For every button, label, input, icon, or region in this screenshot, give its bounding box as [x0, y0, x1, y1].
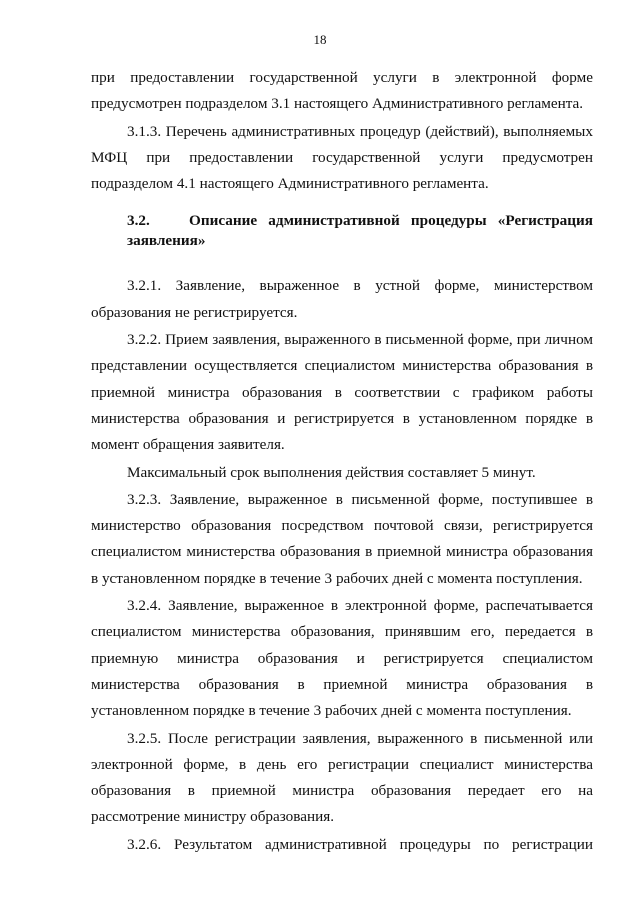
document-body — [91, 65, 593, 858]
paragraph-3-2-4: 3.2.4. Заявление, выраженное в электронной форме, распечатывается специалистом министерства образования, принявшим его, передается в приемную министра образования и регистрируется специалистом министерства образования в приемной министра образования в установленном порядке в течение 3 рабочих дней с момента поступления. — [91, 597, 593, 720]
paragraph-3-2-1: 3.2.1. Заявление, выраженное в устной форме, министерством образования не регистрируется. — [91, 277, 593, 321]
section-heading-3-2 — [91, 211, 593, 251]
paragraph-3-2-5: 3.2.5. После регистрации заявления, выраженного в письменной или электронной форме, в день его регистрации специалист министерства образования в приемной министра образования передает его на рассмотрение министру образования. — [91, 729, 593, 826]
page-number: 18 — [313, 32, 327, 47]
paragraph-max-time: Максимальный срок выполнения действия составляет 5 минут. — [127, 463, 536, 481]
paragraph-3-2-3: 3.2.3. Заявление, выраженное в письменной форме, поступившее в министерство образования посредством почтовой связи, регистрируется специалистом министерства образования в приемной министра образования в установленном порядке в течение 3 рабочих дней с момента поступления. — [91, 490, 593, 587]
paragraph-3-2-2: 3.2.2. Прием заявления, выраженного в письменной форме, при личном представлении осуществляется специалистом министерства образования в приемной министра образования в соответствии с графиком работы министерства образования и регистрируется в установленном порядке в момент обращения заявителя. — [91, 331, 593, 454]
paragraph-continuation: при предоставлении государственной услуги в электронной форме предусмотрен подразделом 3.1 настоящего Административного регламента. — [91, 69, 593, 113]
paragraph-3-1-3: 3.1.3. Перечень административных процедур (действий), выполняемых МФЦ при предоставлении государственной услуги предусмотрен подразделом 4.1 настоящего Административного регламента. — [91, 122, 593, 193]
paragraph-3-2-6: 3.2.6. Результатом административной процедуры по регистрации — [127, 835, 593, 853]
section-heading-number: 3.2. — [127, 212, 150, 230]
section-heading-title: Описание административной процедуры «Регистрация заявления» — [127, 212, 593, 250]
